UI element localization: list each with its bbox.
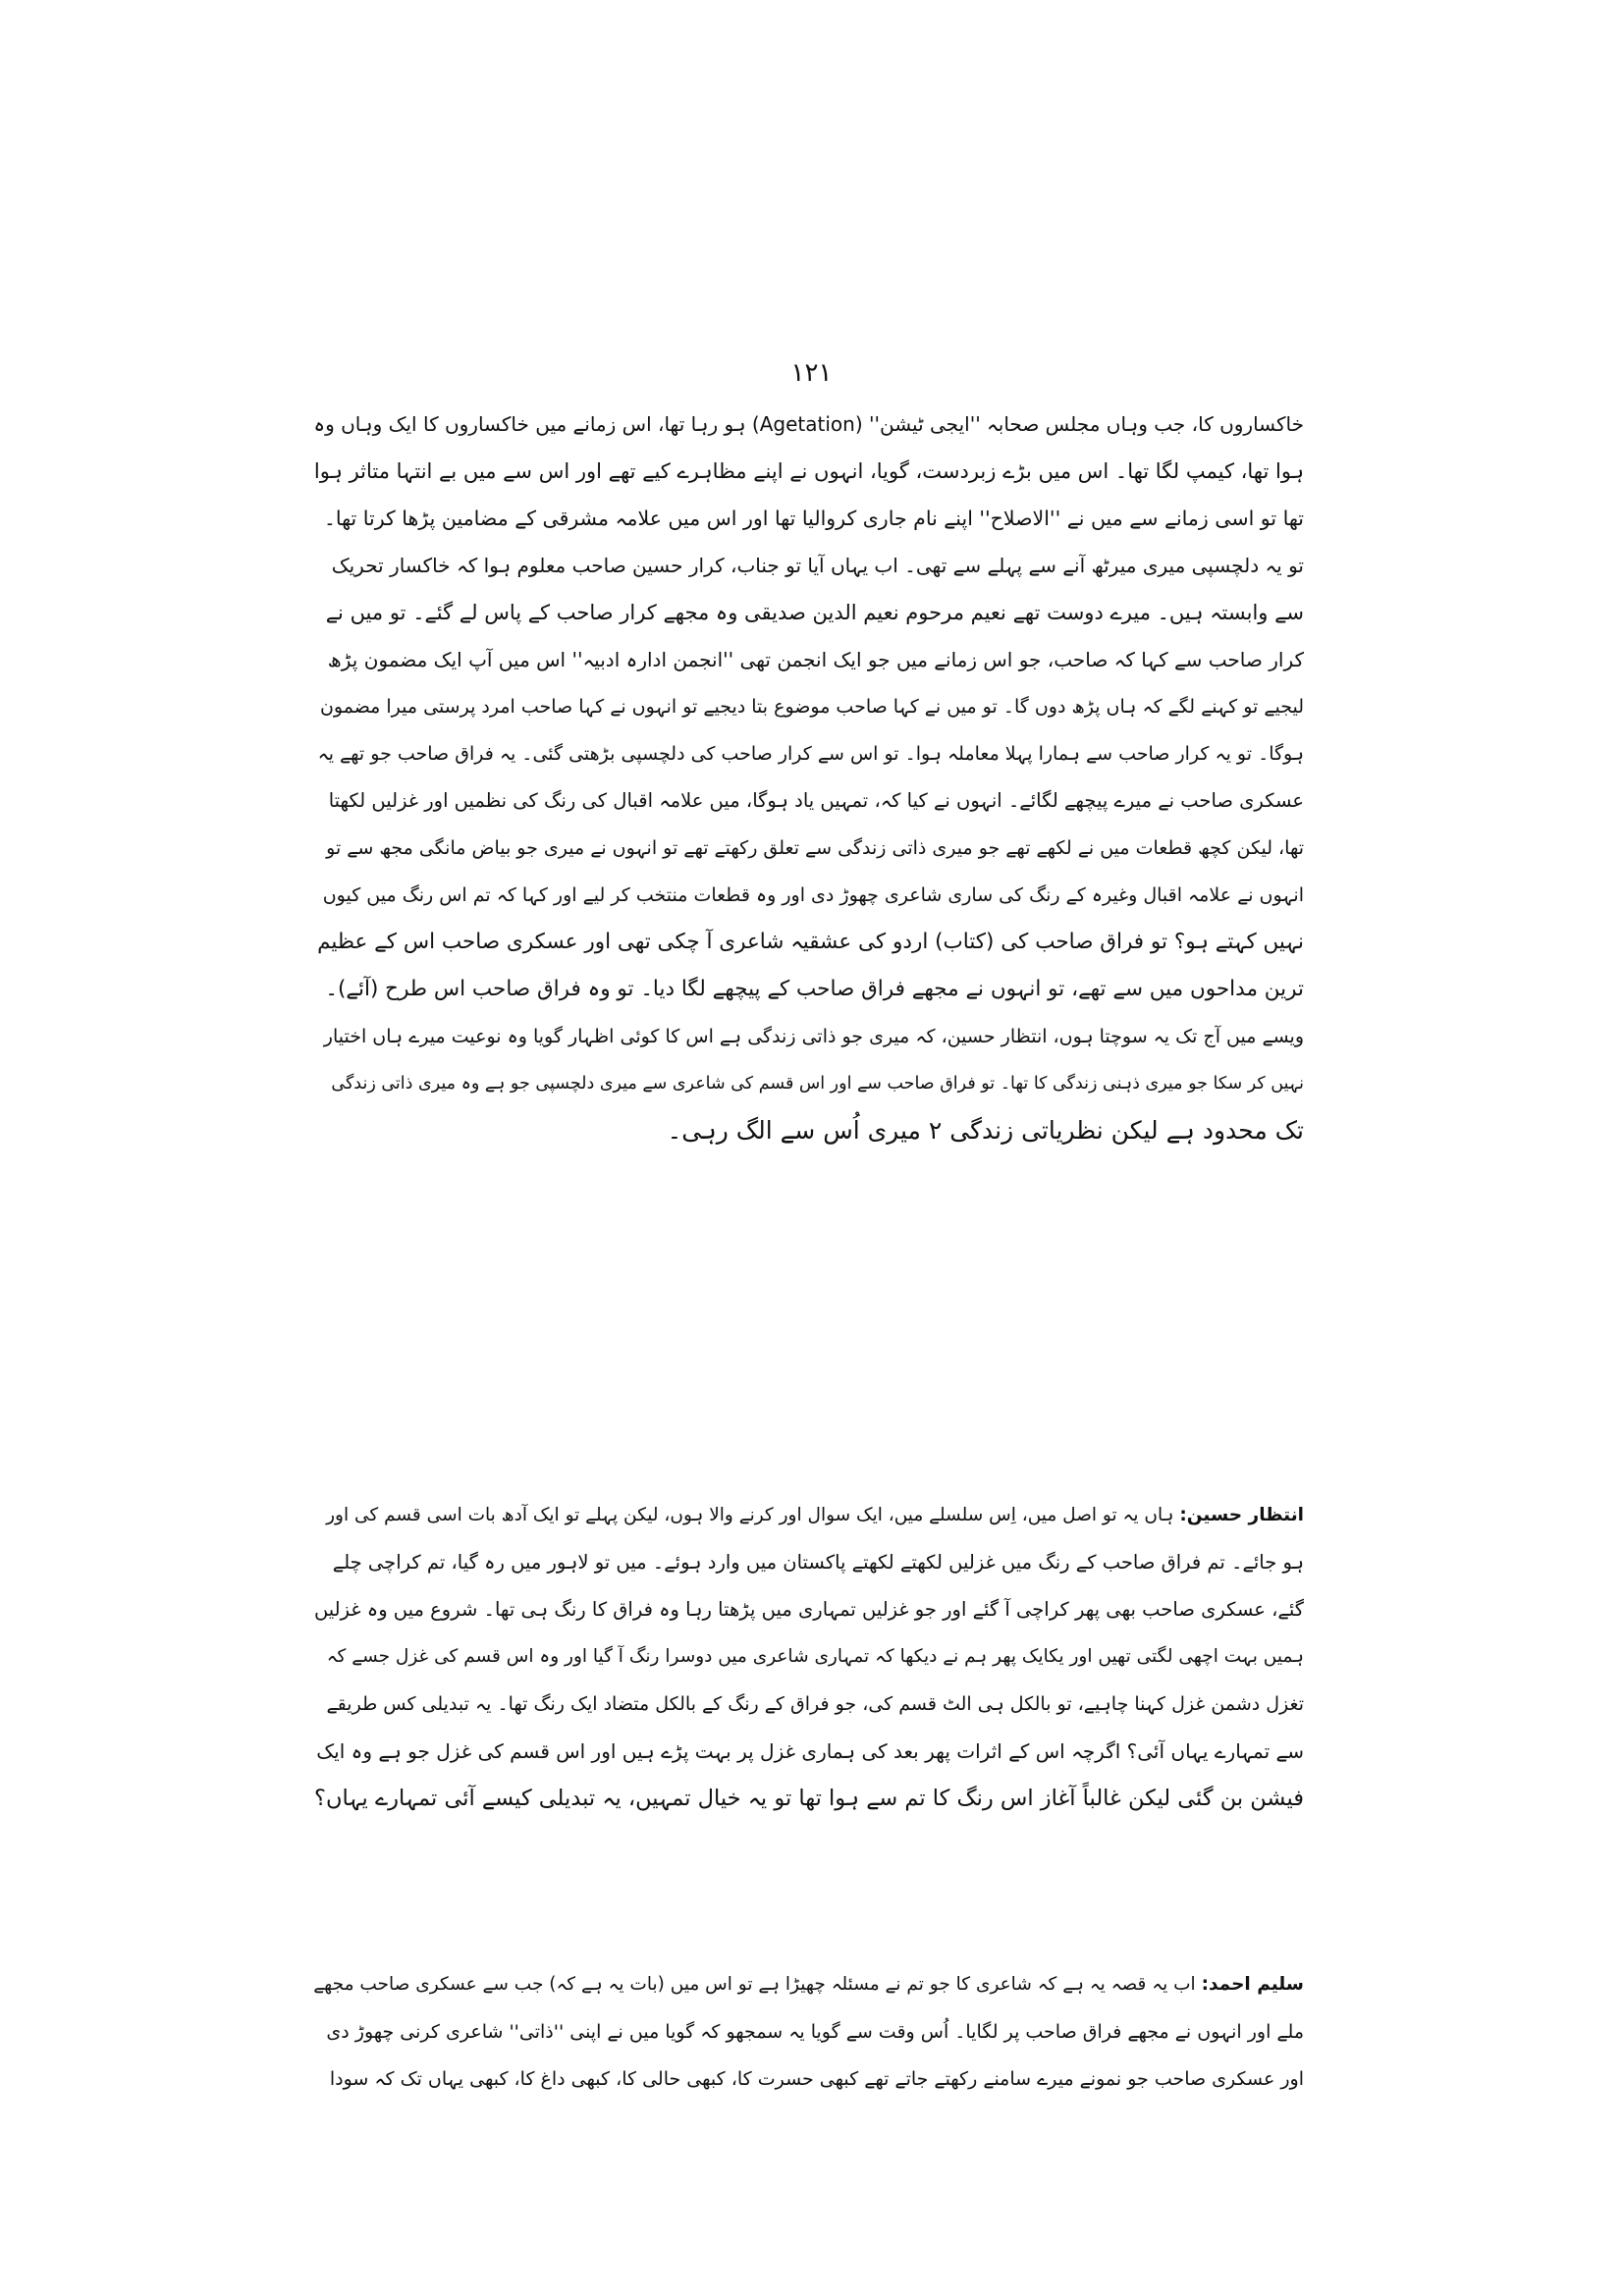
text-line: اور عسکری صاحب جو نمونے میرے سامنے رکھتے جاتے تھے کبھی حسرت کا، کبھی حالی کا، کبھی داغ کا، کبھی یہاں تک کہ سودا	[329, 2068, 1304, 2090]
text-line: عسکری صاحب نے میرے پیچھے لگائے۔ انہوں نے کیا کہ، تمہیں یاد ہوگا، میں علامہ اقبال کی رنگ کی نظمیں اور غزلیں لکھتا	[328, 789, 1304, 812]
text-line: فیشن بن گئی لیکن غالباً آغاز اس رنگ کا تم سے ہوا تھا تو یہ خیال تمہیں، یہ تبدیلی کیسے آئی تمہارے یہاں؟	[314, 1786, 1304, 1811]
paragraph-saleem-ahmed	[312, 1961, 1304, 2103]
text-line: ہوگا۔ تو یہ کرار صاحب سے ہمارا پہلا معاملہ ہوا۔ تو اس سے کرار صاحب کی دلچسپی بڑھتی گئی۔ یہ فراق صاحب جو تھے یہ	[317, 743, 1304, 765]
text-line: سے وابستہ ہیں۔ میرے دوست تھے نعیم مرحوم نعیم الدین صدیقی وہ مجھے کرار صاحب کے پاس لے گئے۔ تو میں نے	[325, 601, 1304, 624]
text-line	[312, 1492, 1304, 1539]
line-text: اب یہ قصہ یہ ہے کہ شاعری کا جو تم نے مسئلہ چھیڑا ہے تو اس میں (بات یہ ہے کہ) جب سے عسکری صاحب مجھے	[313, 1974, 1196, 1995]
text-line: انہوں نے علامہ اقبال وغیرہ کے رنگ کی ساری شاعری چھوڑ دی اور وہ قطعات منتخب کر لیے اور کہا کہ تم اس رنگ میں کیوں	[322, 884, 1304, 906]
text-line: گئے، عسکری صاحب بھی پھر کراچی آ گئے اور جو غزلیں تمہاری میں پڑھتا رہا وہ فراق کا رنگ ہی تھا۔ شروع میں وہ غزلیں	[313, 1598, 1304, 1621]
page-number: ۱۲۱	[790, 358, 833, 388]
text-line: خاکساروں کا، جب وہاں مجلس صحابہ ''ایجی ٹیشن'' (Agetation) ہو رہا تھا، اس زمانے میں خاکساروں کا ایک وہاں وہ	[313, 412, 1304, 436]
text-line: تک محدود ہے لیکن نظریاتی زندگی ۲ میری اُس سے الگ رہی۔	[667, 1116, 1304, 1145]
line-text: ہاں یہ تو اصل میں، اِس سلسلے میں، ایک سوال اور کرنے والا ہوں، لیکن پہلے تو ایک آدھ بات اسی قسم کی اور	[326, 1505, 1174, 1525]
speaker-name: انتظار حسین:	[1179, 1505, 1304, 1525]
text-line: ہمیں بہت اچھی لگتی تھیں اور یکایک پھر ہم نے دیکھا کہ تمہاری شاعری میں دوسرا رنگ آ گیا اور وہ اس قسم کی غزل جسے کہ	[326, 1646, 1304, 1667]
text-line: ترین مداحوں میں سے تھے، تو انہوں نے مجھے فراق صاحب کے پیچھے لگا دیا۔ تو وہ فراق صاحب اس طرح (آئے)۔	[325, 977, 1304, 1001]
paragraph-intizar-hussain	[312, 1492, 1304, 1822]
text-line: سے تمہارے یہاں آئی؟ اگرچہ اس کے اثرات پھر بعد کی ہماری غزل پر بہت پڑے ہیں اور اس قسم کی غزل جو ہے وہ ایک	[316, 1739, 1304, 1763]
text-line: تھا، لیکن کچھ قطعات میں نے لکھے تھے جو میری ذاتی زندگی سے تعلق رکھتے تھے تو انہوں نے میری جو بیاض مانگی مجھ سے تو	[326, 837, 1304, 859]
text-line: ہوا تھا، کیمپ لگا تھا۔ اس میں بڑے زبردست، گویا، انہوں نے اپنے مظاہرے کیے تھے اور اس سے میں بے انتہا متاثر ہوا	[313, 459, 1304, 483]
text-line	[312, 1961, 1304, 2008]
speaker-name: سلیم احمد:	[1201, 1974, 1304, 1995]
text-line: ملے اور انہوں نے مجھے فراق صاحب پر لگایا۔ اُس وقت سے گویا یہ سمجھو کہ گویا میں نے اپنی ''ذاتی'' شاعری کرنی چھوڑ دی	[326, 2021, 1304, 2043]
paragraph-narrative	[312, 400, 1304, 1154]
text-line: ویسے میں آج تک یہ سوچتا ہوں، انتظار حسین، کہ میری جو ذاتی زندگی ہے اس کا کوئی اظہار گویا وہ نوعیت میرے ہاں اختیار	[323, 1026, 1304, 1047]
text-line: لیجیے تو کہنے لگے کہ ہاں پڑھ دوں گا۔ تو میں نے کہا صاحب موضوع بتا دیجیے تو انہوں نے کہا صاحب امرد پرستی میرا مضمون	[319, 696, 1304, 718]
text-line: تو یہ دلچسپی میری میرٹھ آنے سے پہلے سے تھی۔ اب یہاں آیا تو جناب، کرار حسین صاحب معلوم ہوا کہ خاکسار تحریک	[331, 554, 1304, 577]
text-line: تغزل دشمن غزل کہنا چاہیے، تو بالکل ہی الٹ قسم کی، جو فراق کے رنگ کے بالکل متضاد ایک رنگ تھا۔ یہ تبدیلی کس طریقے	[326, 1693, 1304, 1715]
text-line: نہیں کر سکا جو میری ذہنی زندگی کا تھا۔ تو فراق صاحب سے اور اس قسم کی شاعری سے میری دلچسپی جو ہے وہ میری ذاتی زندگی	[331, 1074, 1304, 1094]
text-line: تھا تو اسی زمانے سے میں نے ''الاصلاح'' اپنے نام جاری کروالیا تھا اور اس میں علامہ مشرقی کے مضامین پڑھا کرتا تھا۔	[323, 507, 1304, 530]
text-line: نہیں کہتے ہو؟ تو فراق صاحب کی (کتاب) اردو کی عشقیہ شاعری آ چکی تھی اور عسکری صاحب اس کے عظیم	[317, 930, 1304, 954]
text-line: کرار صاحب سے کہا کہ صاحب، جو اس زمانے میں جو ایک انجمن تھی ''انجمن ادارہ ادبیہ'' اس میں آپ ایک مضمون پڑھ	[327, 648, 1304, 671]
text-line: ہو جائے۔ تم فراق صاحب کے رنگ میں غزلیں لکھتے لکھتے پاکستان میں وارد ہوئے۔ میں تو لاہور میں رہ گیا، تم کراچی چلے	[332, 1551, 1304, 1574]
